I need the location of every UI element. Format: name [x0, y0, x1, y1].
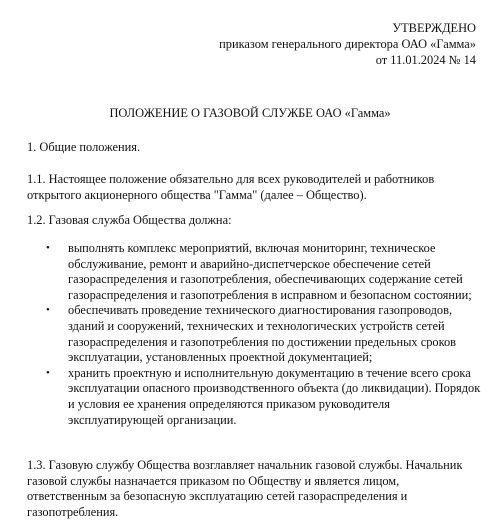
bullet-icon: •: [46, 366, 50, 379]
duties-list: [46, 241, 486, 428]
approval-block: [219, 20, 476, 68]
list-item: [46, 241, 486, 303]
list-item-text: хранить проектную и исполнительную документацию в течение всего срока эксплуатации опасного производственного объекта (до ликвидации). Порядок и условия ее хранения определяются приказом руководителя эксплуатирующей организации.: [68, 365, 481, 427]
list-item: [46, 303, 486, 365]
list-item-text: выполнять комплекс мероприятий, включая мониторинг, техническое обслуживание, ремонт и аварийно-диспетчерское обеспечение сетей газораспределения и газопотребления, обеспечивающих содержание сетей газораспределения и газопотребления в исправном и безопасном состоянии;: [68, 241, 472, 302]
paragraph-1-3: 1.3. Газовую службу Общества возглавляет начальник газовой службы. Начальник газовой службы назначается приказом по Обществу и является лицом, ответственным за безопасную эксплуатацию сетей газораспределения и газопотребления.: [27, 458, 463, 519]
approval-order: приказом генерального директора ОАО «Гамма»: [219, 37, 476, 51]
list-item: [46, 366, 486, 428]
section-heading: 1. Общие положения.: [27, 140, 141, 154]
document-title: ПОЛОЖЕНИЕ О ГАЗОВОЙ СЛУЖБЕ ОАО «Гамма»: [109, 106, 391, 120]
approval-status: УТВЕРЖДЕНО: [392, 21, 476, 35]
paragraph-1-2: 1.2. Газовая служба Общества должна:: [27, 213, 232, 227]
bullet-icon: •: [46, 304, 50, 317]
paragraph-1-1: 1.1. Настоящее положение обязательно для всех руководителей и работников открытого акционерного общества "Гамма" (далее – Общество).: [27, 172, 435, 202]
approval-date-number: от 11.01.2024 № 14: [375, 53, 476, 67]
list-item-text: обеспечивать проведение технического диагностирования газопроводов, зданий и сооружений, технических и технологических устройств сетей газораспределения и газопотребления по достижении предельных сроков эксплуатации, установленных проектной документацией;: [68, 303, 457, 365]
bullet-icon: •: [46, 242, 50, 254]
